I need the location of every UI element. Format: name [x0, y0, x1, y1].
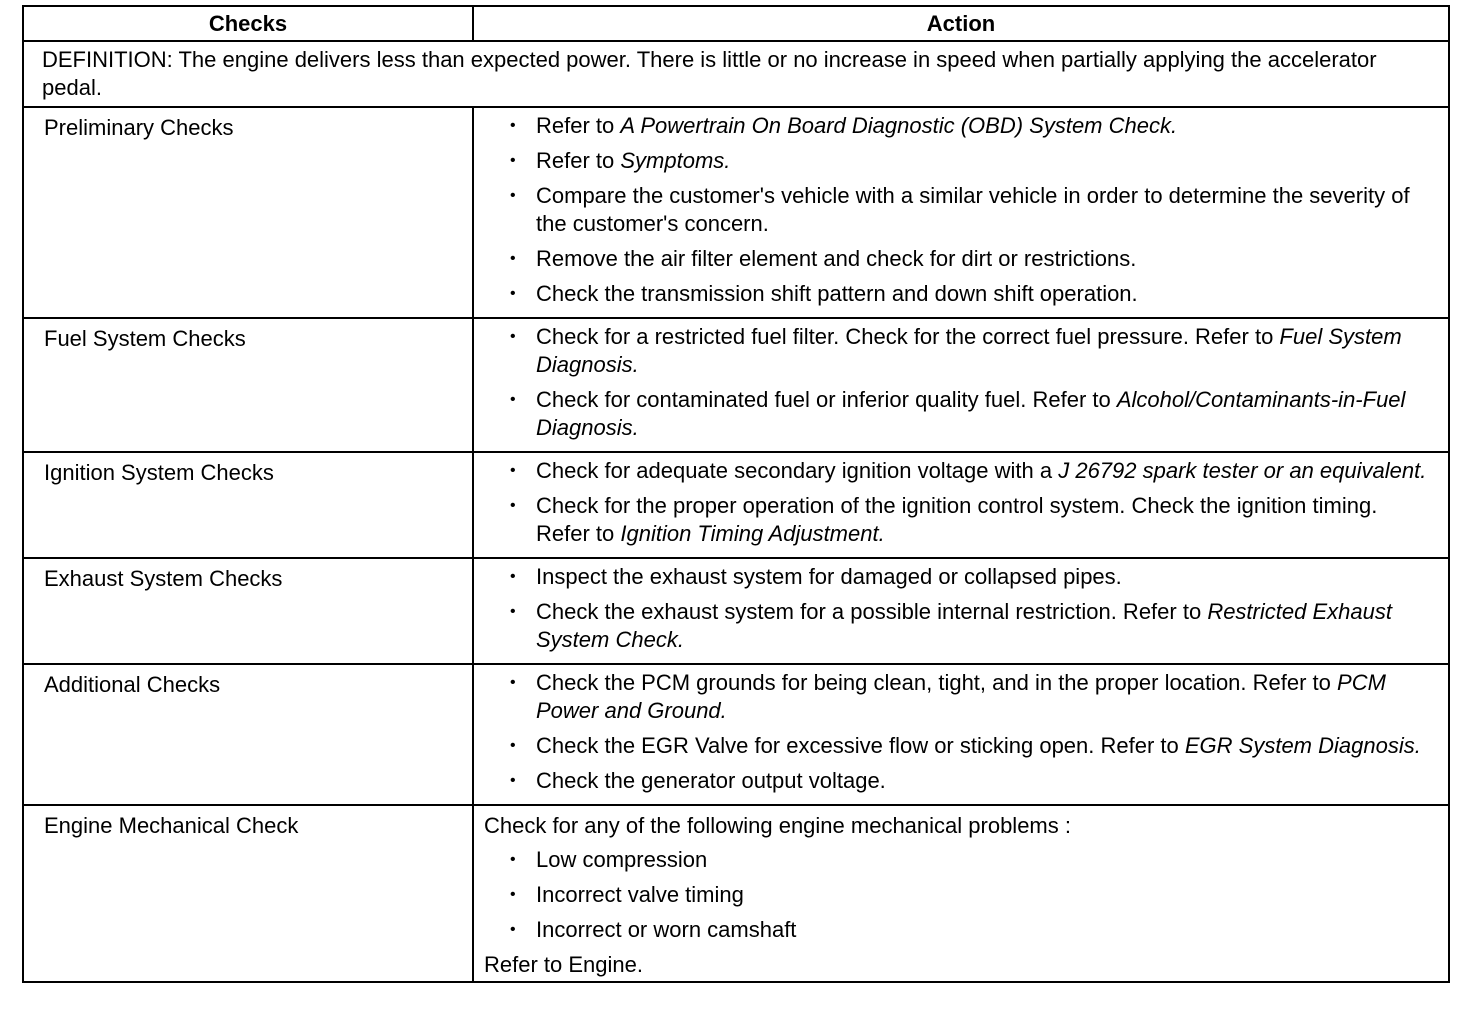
action-intro: Check for any of the following engine mechanical problems : [484, 813, 1071, 838]
action-tail: . [632, 415, 639, 440]
action-cell [473, 805, 1449, 982]
action-tail: . [632, 352, 639, 377]
reference-text: EGR System Diagnosis [1184, 733, 1415, 758]
action-tail: . [1170, 113, 1178, 138]
action-list [484, 112, 1436, 308]
action-item [484, 147, 1436, 175]
action-cell [473, 558, 1449, 664]
action-item [484, 492, 1436, 548]
action-text: Check the transmission shift pattern and down shift operation. [536, 281, 1138, 306]
action-text: Incorrect or worn camshaft [536, 917, 797, 942]
action-text: Check the generator output voltage. [536, 768, 886, 793]
diagnostic-table [22, 5, 1450, 983]
check-row [23, 558, 1449, 664]
action-tail: . [720, 698, 727, 723]
action-text: Check for a restricted fuel filter. Check for the correct fuel pressure. Refer to [536, 324, 1280, 349]
action-tail: . [878, 521, 885, 546]
action-item [484, 881, 1436, 909]
check-name: Ignition System Checks [23, 452, 473, 558]
action-text: Check the PCM grounds for being clean, tight, and in the proper location. Refer to [536, 670, 1338, 695]
check-name: Additional Checks [23, 664, 473, 805]
definition-row [23, 41, 1449, 107]
action-item [484, 386, 1436, 442]
action-text: Incorrect valve timing [536, 882, 744, 907]
reference-text: A Powertrain On Board Diagnostic (OBD) System Check [620, 113, 1171, 138]
reference-text: J 26792 [1058, 458, 1137, 483]
reference-text: PCM Power and Ground [536, 670, 1386, 723]
action-tail: . [724, 148, 731, 173]
action-item [484, 182, 1436, 238]
action-tail: . [1414, 733, 1421, 758]
check-name: Fuel System Checks [23, 318, 473, 452]
action-text: Low compression [536, 847, 708, 872]
action-text: Check for adequate secondary ignition voltage with a [536, 458, 1059, 483]
action-item [484, 280, 1436, 308]
action-cell [473, 452, 1449, 558]
action-list [484, 563, 1436, 654]
header-row [23, 6, 1449, 41]
action-item [484, 598, 1436, 654]
action-list [484, 457, 1436, 548]
check-row [23, 318, 1449, 452]
check-name: Engine Mechanical Check [23, 805, 473, 982]
reference-text: Fuel System Diagnosis [536, 324, 1402, 377]
action-list [484, 323, 1436, 442]
action-item [484, 563, 1436, 591]
reference-text: Alcohol/Contaminants-in-Fuel Diagnosis [536, 387, 1406, 440]
action-cell [473, 664, 1449, 805]
action-list [484, 669, 1436, 795]
action-list [484, 846, 1436, 944]
check-name: Preliminary Checks [23, 107, 473, 318]
action-tail: . [677, 627, 684, 652]
action-column-header: Action [473, 6, 1449, 41]
action-cell [473, 318, 1449, 452]
action-item [484, 916, 1436, 944]
action-text: Check the EGR Valve for excessive flow or sticking open. Refer to [536, 733, 1185, 758]
action-text: Check for the proper operation of the ignition control system. Check the ignition timing. Refer to [536, 493, 1378, 546]
action-item [484, 669, 1436, 725]
action-text: Refer to [536, 113, 621, 138]
action-text: Compare the customer's vehicle with a similar vehicle in order to determine the severity of the customer's concern. [536, 183, 1410, 236]
action-text: Check for contaminated fuel or inferior quality fuel. Refer to [536, 387, 1117, 412]
check-row [23, 664, 1449, 805]
action-text: Remove the air filter element and check for dirt or restrictions. [536, 246, 1137, 271]
check-row [23, 452, 1449, 558]
action-text: Inspect the exhaust system for damaged or collapsed pipes. [536, 564, 1122, 589]
action-item [484, 245, 1436, 273]
action-item [484, 846, 1436, 874]
check-row [23, 107, 1449, 318]
action-item [484, 732, 1436, 760]
action-item [484, 457, 1436, 485]
action-outro: Refer to Engine. [484, 952, 643, 977]
action-text: Check the exhaust system for a possible internal restriction. Refer to [536, 599, 1208, 624]
check-name: Exhaust System Checks [23, 558, 473, 664]
action-text: Refer to [536, 148, 621, 173]
action-item [484, 323, 1436, 379]
action-tail: spark tester or an equivalent. [1136, 458, 1427, 483]
checks-column-header: Checks [23, 6, 473, 41]
check-row [23, 805, 1449, 982]
reference-text: Symptoms [620, 148, 725, 173]
action-cell [473, 107, 1449, 318]
reference-text: Ignition Timing Adjustment [620, 521, 879, 546]
action-item [484, 767, 1436, 795]
definition-text: DEFINITION: The engine delivers less than expected power. There is little or no increase in speed when partially applying the accelerator pedal. [23, 41, 1449, 107]
reference-text: Restricted Exhaust System Check [536, 599, 1392, 652]
action-item [484, 112, 1436, 140]
